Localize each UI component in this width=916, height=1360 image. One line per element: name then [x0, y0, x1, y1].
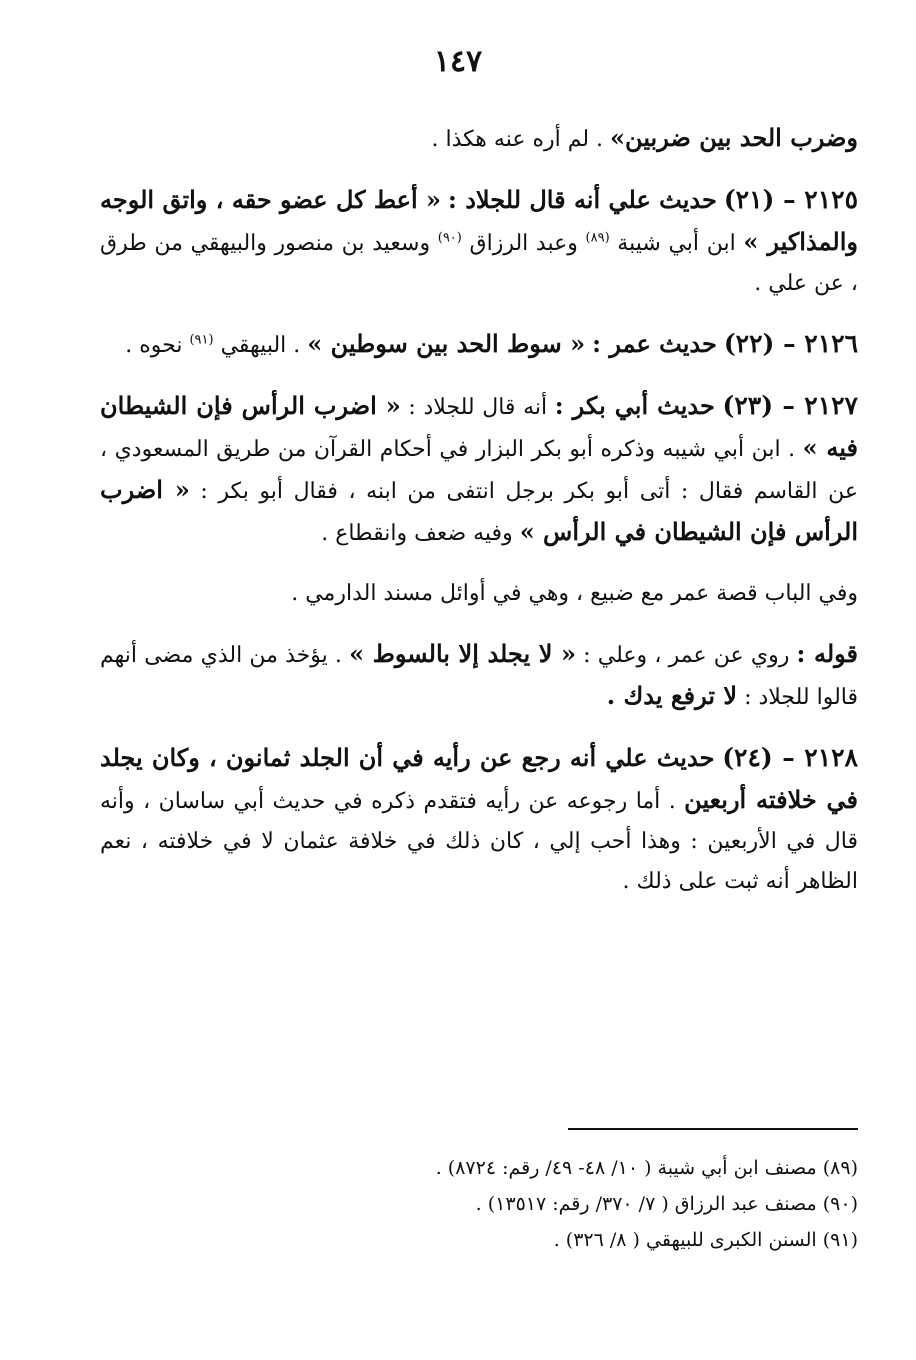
entry-number: ٢١٢٥ — [804, 185, 859, 214]
hadith-quote: « سوط الحد بين سوطين » — [307, 329, 586, 358]
paragraph-2127: ٢١٢٧ – (٢٣) حديث أبي بكر : أنه قال للجلاد : « اضرب الرأس فإن الشيطان فيه » . ابن أبي شيبه وذكره أبو بكر البزار في أحكام القرآن من طريق المسعودي ، عن القاسم فقال : أتى أبو بكر برجل انتفى من ابنه ، فقال أبو بكر : « اضرب الرأس فإن الشيطان في الرأس » وفيه ضعف وانقطاع . — [100, 391, 858, 546]
entry-title: حديث أبي بكر : — [554, 391, 715, 420]
entry-title: حديث عمر : — [592, 329, 717, 358]
entry-label: قوله : — [796, 639, 858, 668]
entry-subnumber: (٢٣) — [722, 391, 774, 420]
paragraph-2128: ٢١٢٨ – (٢٤) حديث علي أنه رجع عن رأيه في أن الجلد ثمانون ، وكان يجلد في خلافته أربعين . أما رجوعه عن رأيه فتقدم ذكره في حديث أبي ساسان ، وأنه قال في الأربعين : وهذا أحب إلي ، كان ذلك في خلافة عثمان لا في خلافته ، نعم الظاهر أنه ثبت على ذلك . — [100, 743, 859, 894]
commentary-text: . لم أره عنه هكذا . — [431, 127, 611, 152]
commentary-text: وسعيد بن منصور والبيهقي من طرق ، عن علي . — [100, 231, 858, 296]
hadith-quote: لا ترفع يدك . — [606, 681, 738, 710]
hadith-quote: وضرب الحد بين ضربين» — [610, 123, 858, 152]
paragraph-continuation — [100, 118, 858, 160]
entry-subnumber: (٢٤) — [722, 743, 773, 772]
paragraph-bab — [100, 574, 858, 614]
footnote-ref[interactable]: (٩١) — [189, 332, 214, 348]
commentary-text: ابن أبي شيبة — [609, 231, 744, 256]
entry-title: حديث علي أنه رجع عن رأيه في أن الجلد ثمانون ، وكان يجلد في خلافته أربعين — [100, 743, 859, 814]
commentary-text: . يؤخذ من الذي مضى أنهم قالوا للجلاد : — [100, 643, 858, 710]
paragraph-2126: ٢١٢٦ – (٢٢) حديث عمر : « سوط الحد بين سوطين » . البيهقي $^{(٩١)}$ نحوه . — [125, 329, 858, 358]
paragraph-2125: ٢١٢٥ – (٢١) حديث علي أنه قال للجلاد : « أعط كل عضو حقه ، واتق الوجه والمذاكير » ابن أبي شيبة $^{(٨٩)}$ وعبد الرزاق $^{(٩٠)}$ وسعيد بن منصور والبيهقي من طرق ، عن علي . — [100, 185, 859, 296]
entry-number: ٢١٢٧ — [804, 391, 858, 420]
hadith-quote: « لا يجلد إلا بالسوط » — [349, 639, 576, 668]
footnote-ref[interactable]: (٩٠) — [437, 230, 462, 246]
commentary-text: أنه قال للجلاد : — [400, 395, 555, 420]
footnote-divider — [568, 1128, 858, 1130]
footnote-91: (٩١) السنن الكبرى للبيهقي ( ٨/ ٣٢٦) . — [553, 1229, 858, 1251]
main-text — [100, 118, 858, 922]
paragraph-qawluhu — [100, 634, 858, 718]
entry-number: ٢١٢٨ — [804, 743, 858, 772]
commentary-text: نحوه . — [125, 333, 190, 358]
page-number: ١٤٧ — [433, 44, 483, 79]
commentary-text: وعبد الرزاق — [461, 231, 586, 256]
commentary-text: روي عن عمر ، وعلي : — [575, 643, 797, 668]
commentary-text: . ابن أبي شيبه وذكره أبو بكر البزار في أحكام القرآن من طريق المسعودي ، عن القاسم فقال : أتى أبو بكر برجل انتفى من ابنه ، فقال أبو بكر : — [100, 437, 858, 504]
footnote-89: (٨٩) مصنف ابن أبي شيبة ( ١٠/ ٤٨- ٤٩/ رقم: ٨٧٢٤) . — [435, 1157, 858, 1179]
footnotes — [100, 1150, 858, 1258]
hadith-quote: « اضرب الرأس فإن الشيطان فيه » — [100, 391, 858, 462]
entry-subnumber: (٢٢) — [723, 329, 775, 358]
hadith-quote: « اضرب الرأس فإن الشيطان في الرأس » — [100, 475, 858, 546]
commentary-text: . البيهقي — [213, 333, 308, 358]
commentary-text: وفيه ضعف وانقطاع . — [321, 521, 520, 546]
entry-title: حديث علي أنه قال للجلاد : — [448, 185, 717, 214]
entry-subnumber: (٢١) — [723, 185, 775, 214]
footnote-ref[interactable]: (٨٩) — [585, 230, 610, 246]
commentary-text: . أما رجوعه عن رأيه فتقدم ذكره في حديث أبي ساسان ، وأنه قال في الأربعين : وهذا أحب إلي ، كان ذلك في خلافة عثمان لا في خلافته ، نعم الظاهر أنه ثبت على ذلك . — [100, 789, 858, 894]
footnote-90: (٩٠) مصنف عبد الرزاق ( ٧/ ٣٧٠/ رقم: ١٣٥١٧) . — [475, 1193, 858, 1215]
commentary-text: وفي الباب قصة عمر مع ضبيع ، وهي في أوائل مسند الدارمي . — [291, 581, 858, 606]
entry-number: ٢١٢٦ — [804, 329, 858, 358]
hadith-quote: « أعط كل عضو حقه ، واتق الوجه والمذاكير » — [100, 185, 858, 256]
